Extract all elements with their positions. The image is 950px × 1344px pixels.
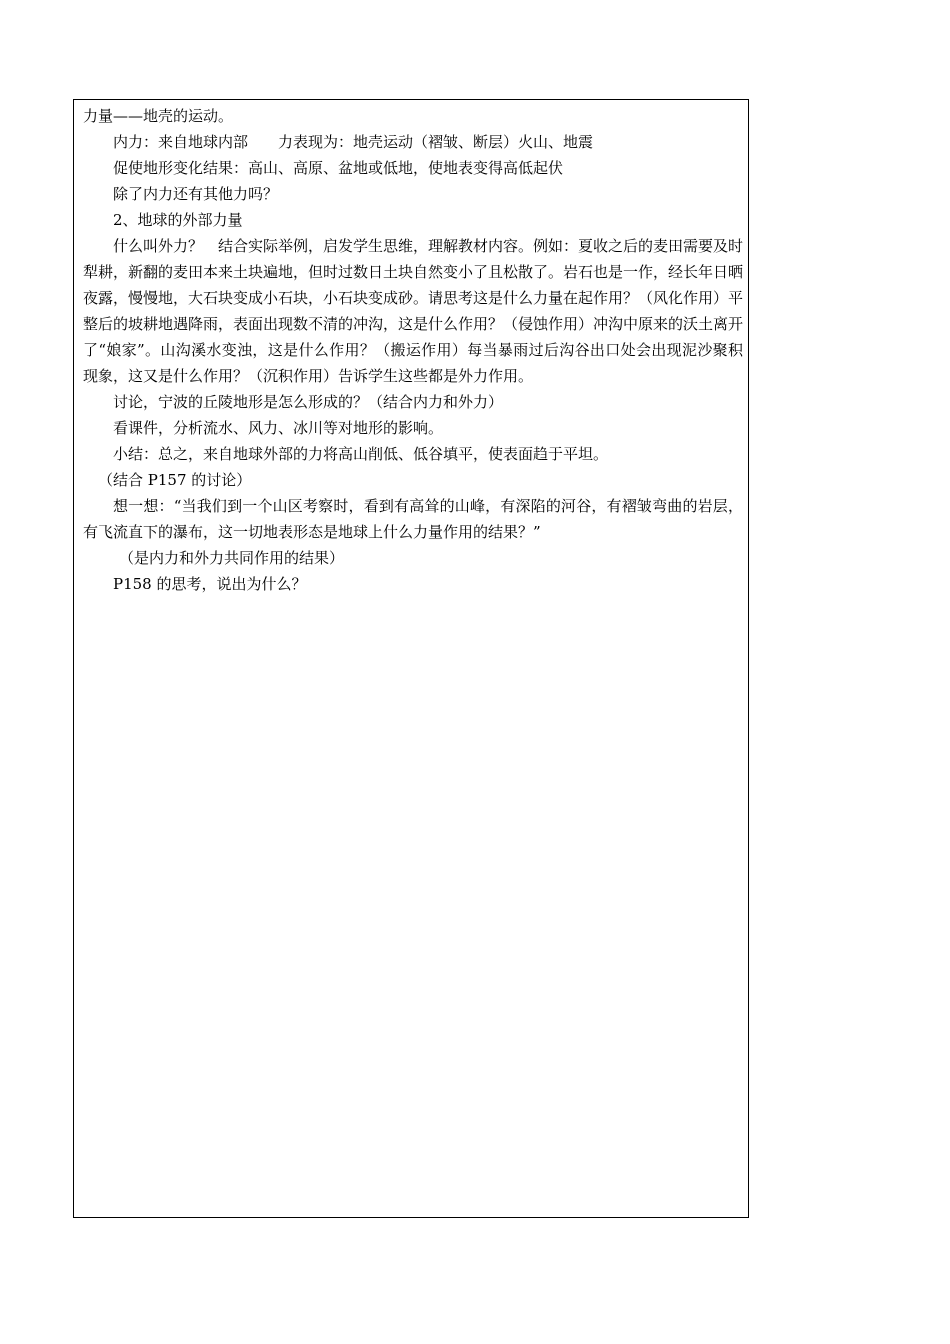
paragraph-courseware: 看课件，分析流水、风力、冰川等对地形的影响。 [113, 419, 444, 437]
paragraph-external-force-examples: 什么叫外力？ 结合实际举例，启发学生思维，理解教材内容。例如：夏收之后的麦田需要及时犁耕，新翻的麦田本来土块遍地，但时过数日土块自然变小了且松散了。岩石也是一作，经长年日晒夜露，慢慢地，大石块变成小石块，小石块变成砂。请思考这是什么力量在起作用？（风化作用）平整后的坡耕地遇降雨，表面出现数不清的冲沟，这是什么作用？（侵蚀作用）冲沟中原来的沃土离开了“娘家”。山沟溪水变浊，这是什么作用？（搬运作用）每当暴雨过后沟谷出口处会出现泥沙聚积现象，这又是什么作用？（沉积作用）告诉学生这些都是外力作用。 [83, 237, 744, 385]
paragraph-crust-movement: 力量——地壳的运动。 [83, 107, 234, 125]
lesson-text-body [83, 103, 743, 597]
paragraph-p157-reference: （结合 P157 的讨论） [98, 471, 252, 489]
paragraph-combined-answer: （是内力和外力共同作用的结果） [119, 549, 345, 567]
paragraph-terrain-result: 促使地形变化结果：高山、高原、盆地或低地，使地表变得高低起伏 [113, 159, 564, 177]
paragraph-p158-question: P158 的思考，说出为什么？ [113, 575, 307, 593]
paragraph-summary: 小结：总之，来自地球外部的力将高山削低、低谷填平，使表面趋于平坦。 [113, 445, 609, 463]
paragraph-other-forces-question: 除了内力还有其他力吗？ [113, 185, 279, 203]
paragraph-discussion-ningbo: 讨论，宁波的丘陵地形是怎么形成的？（结合内力和外力） [113, 393, 504, 411]
paragraph-think-about-it: 想一想：“当我们到一个山区考察时，看到有高耸的山峰，有深陷的河谷，有褶皱弯曲的岩层，有飞流直下的瀑布，这一切地表形态是地球上什么力量作用的结果？” [83, 497, 743, 541]
lesson-content-box [73, 99, 749, 1218]
section-heading-external-force: 2、地球的外部力量 [113, 211, 243, 229]
paragraph-internal-force: 内力：来自地球内部 力表现为：地壳运动（褶皱、断层）火山、地震 [113, 133, 594, 151]
